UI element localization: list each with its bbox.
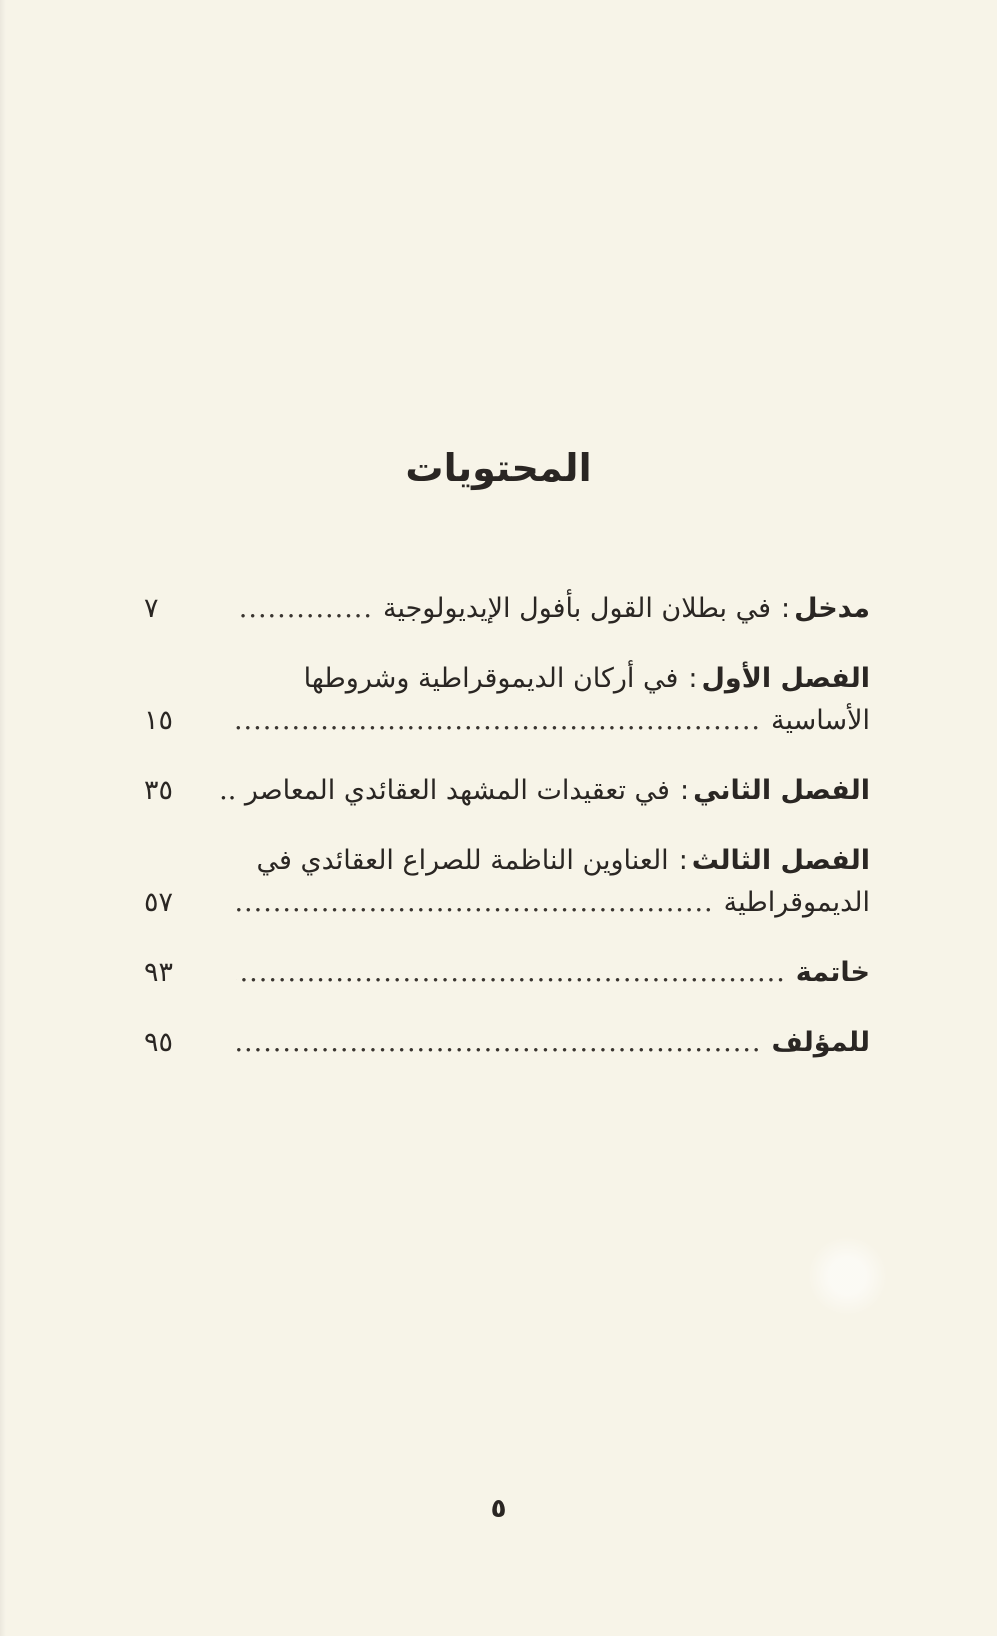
toc-entry-by-author — [140, 1022, 870, 1064]
toc-entry-label: الفصل الثاني — [693, 775, 870, 806]
toc-entry-label: خاتمة — [795, 957, 870, 988]
toc-entry-title: في بطلان القول بأفول الإيديولوجية — [382, 593, 772, 624]
toc-entry-body — [236, 588, 870, 630]
toc-entry-page-number: ٩٥ — [144, 1027, 174, 1058]
toc-entry-label: الفصل الأول — [701, 663, 870, 694]
toc-entry-page-number: ١٥ — [144, 705, 174, 736]
toc-entry-label: الفصل الثالث — [691, 845, 870, 876]
dot-leader — [236, 700, 761, 742]
toc-entry-page-number: ٥٧ — [144, 887, 174, 918]
toc-entry-body — [236, 840, 870, 924]
page-number: ٥ — [490, 1494, 507, 1524]
table-of-contents — [140, 588, 870, 1092]
toc-entry-label: مدخل — [794, 593, 870, 624]
toc-entry-chapter-1 — [140, 658, 870, 742]
toc-entry-title: في أركان الديموقراطية وشروطها — [303, 663, 679, 694]
toc-entry-body — [236, 952, 870, 994]
toc-entry-title: العناوين الناظمة للصراع العقائدي في — [256, 845, 669, 876]
toc-entry-line — [236, 952, 870, 994]
toc-entry-chapter-2 — [140, 770, 870, 812]
toc-entry-title: في تعقيدات المشهد العقائدي المعاصر .. — [219, 775, 670, 806]
dot-leader — [236, 952, 786, 994]
dot-leader — [236, 588, 373, 630]
toc-entry-body — [236, 1022, 870, 1064]
toc-entry-title-continuation: الأساسية — [771, 705, 870, 736]
toc-entry-line — [236, 840, 870, 882]
toc-entry-line — [236, 1022, 870, 1064]
toc-entry-page-number: ٧ — [144, 593, 159, 624]
contents-title: المحتويات — [405, 446, 592, 490]
toc-entry-separator: : — [679, 775, 690, 806]
toc-entry-line — [236, 658, 870, 700]
toc-entry-separator: : — [678, 845, 688, 876]
toc-entry-separator: : — [688, 663, 698, 694]
toc-entry-line — [219, 770, 870, 812]
toc-entry-label: للمؤلف — [771, 1027, 870, 1058]
dot-leader — [236, 1022, 762, 1064]
toc-entry-body — [219, 770, 870, 812]
toc-entry-separator: : — [781, 593, 791, 624]
toc-entry-page-number: ٩٣ — [144, 957, 174, 988]
toc-entry-body — [236, 658, 870, 742]
toc-entry-line — [236, 588, 870, 630]
toc-entry-introduction — [140, 588, 870, 630]
toc-entry-line — [236, 700, 870, 742]
toc-entry-chapter-3 — [140, 840, 870, 924]
toc-entry-conclusion — [140, 952, 870, 994]
toc-entry-line — [236, 882, 870, 924]
dot-leader — [236, 882, 714, 924]
toc-entry-title-continuation: الديموقراطية — [723, 887, 870, 918]
toc-entry-page-number: ٣٥ — [144, 775, 174, 806]
